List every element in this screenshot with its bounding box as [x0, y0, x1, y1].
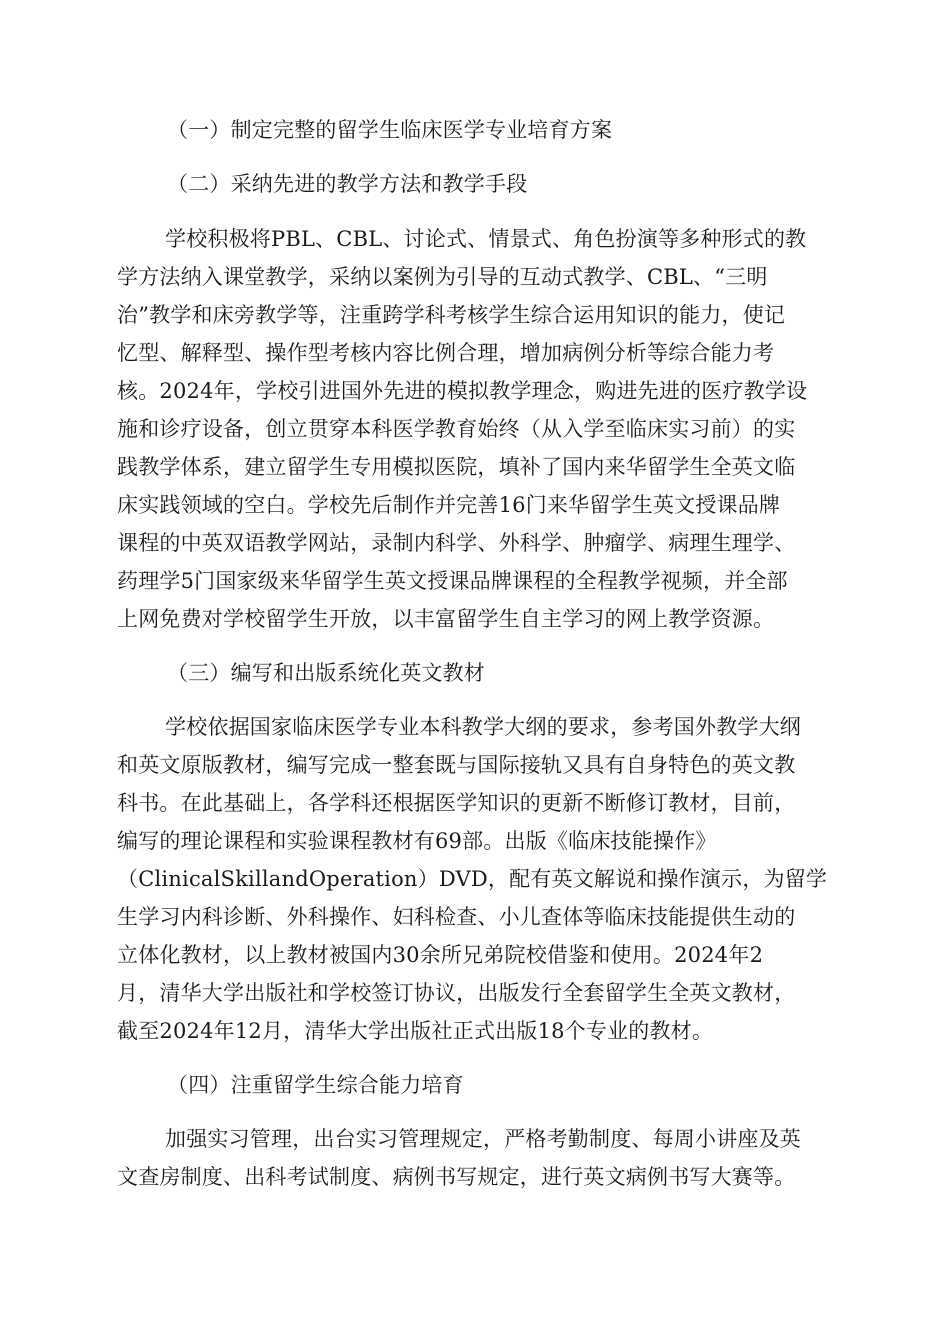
paragraph-line: 上网免费对学校留学生开放，以丰富留学生自主学习的网上教学资源。 — [117, 607, 775, 631]
paragraph-line: 学校依据国家临床医学专业本科教学大纲的要求，参考国外教学大纲 — [165, 715, 801, 739]
section-heading-4: （四）注重留学生综合能力培育 — [167, 1073, 464, 1097]
paragraph-line: 生学习内科诊断、外科操作、妇科检查、小儿查体等临床技能提供生动的 — [117, 905, 796, 929]
paragraph-line: 编写的理论课程和实验课程教材有69部。出版《临床技能操作》 — [117, 829, 717, 853]
paragraph-line: 立体化教材，以上教材被国内30余所兄弟院校借鉴和使用。2024年2 — [117, 943, 764, 967]
paragraph-line: 加强实习管理，出台实习管理规定，严格考勤制度、每周小讲座及英 — [165, 1127, 801, 1151]
paragraph-line: 忆型、解释型、操作型考核内容比例合理，增加病例分析等综合能力考 — [117, 341, 775, 365]
paragraph-line: （ClinicalSkillandOperation）DVD，配有英文解说和操作演示，为留学 — [117, 867, 828, 891]
paragraph-line: 床实践领域的空白。学校先后制作并完善16门来华留学生英文授课品牌 — [117, 493, 781, 517]
paragraph-line: 核。2024年，学校引进国外先进的模拟教学理念，购进先进的医疗教学设 — [117, 379, 808, 403]
paragraph-line: 学方法纳入课堂教学，采纳以案例为引导的互动式教学、CBL、“三明 — [117, 265, 768, 289]
section-heading-2: （二）采纳先进的教学方法和教学手段 — [167, 172, 528, 196]
paragraph-line: 治”教学和床旁教学等，注重跨学科考核学生综合运用知识的能力，使记 — [117, 303, 786, 327]
paragraph-line: 截至2024年12月，清华大学出版社正式出版18个专业的教材。 — [117, 1019, 714, 1043]
paragraph-line: 和英文原版教材，编写完成一整套既与国际接轨又具有自身特色的英文教 — [117, 753, 796, 777]
paragraph-line: 药理学5门国家级来华留学生英文授课品牌课程的全程教学视频，并全部 — [117, 569, 788, 593]
paragraph-line: 课程的中英双语教学网站，录制内科学、外科学、肿瘤学、病理生理学、 — [117, 531, 796, 555]
section-heading-3: （三）编写和出版系统化英文教材 — [167, 661, 485, 685]
paragraph-line: 月，清华大学出版社和学校签订协议，出版发行全套留学生全英文教材， — [117, 981, 796, 1005]
paragraph-line: 施和诊疗设备，创立贯穿本科医学教育始终（从入学至临床实习前）的实 — [117, 417, 796, 441]
paragraph-line: 践教学体系，建立留学生专用模拟医院，填补了国内来华留学生全英文临 — [117, 455, 796, 479]
paragraph-line: 文查房制度、出科考试制度、病例书写规定，进行英文病例书写大赛等。 — [117, 1165, 796, 1189]
paragraph-line: 科书。在此基础上，各学科还根据医学知识的更新不断修订教材，目前， — [117, 791, 796, 815]
section-heading-1: （一）制定完整的留学生临床医学专业培育方案 — [167, 118, 613, 142]
paragraph-line: 学校积极将PBL、CBL、讨论式、情景式、角色扮演等多种形式的教 — [165, 227, 807, 251]
